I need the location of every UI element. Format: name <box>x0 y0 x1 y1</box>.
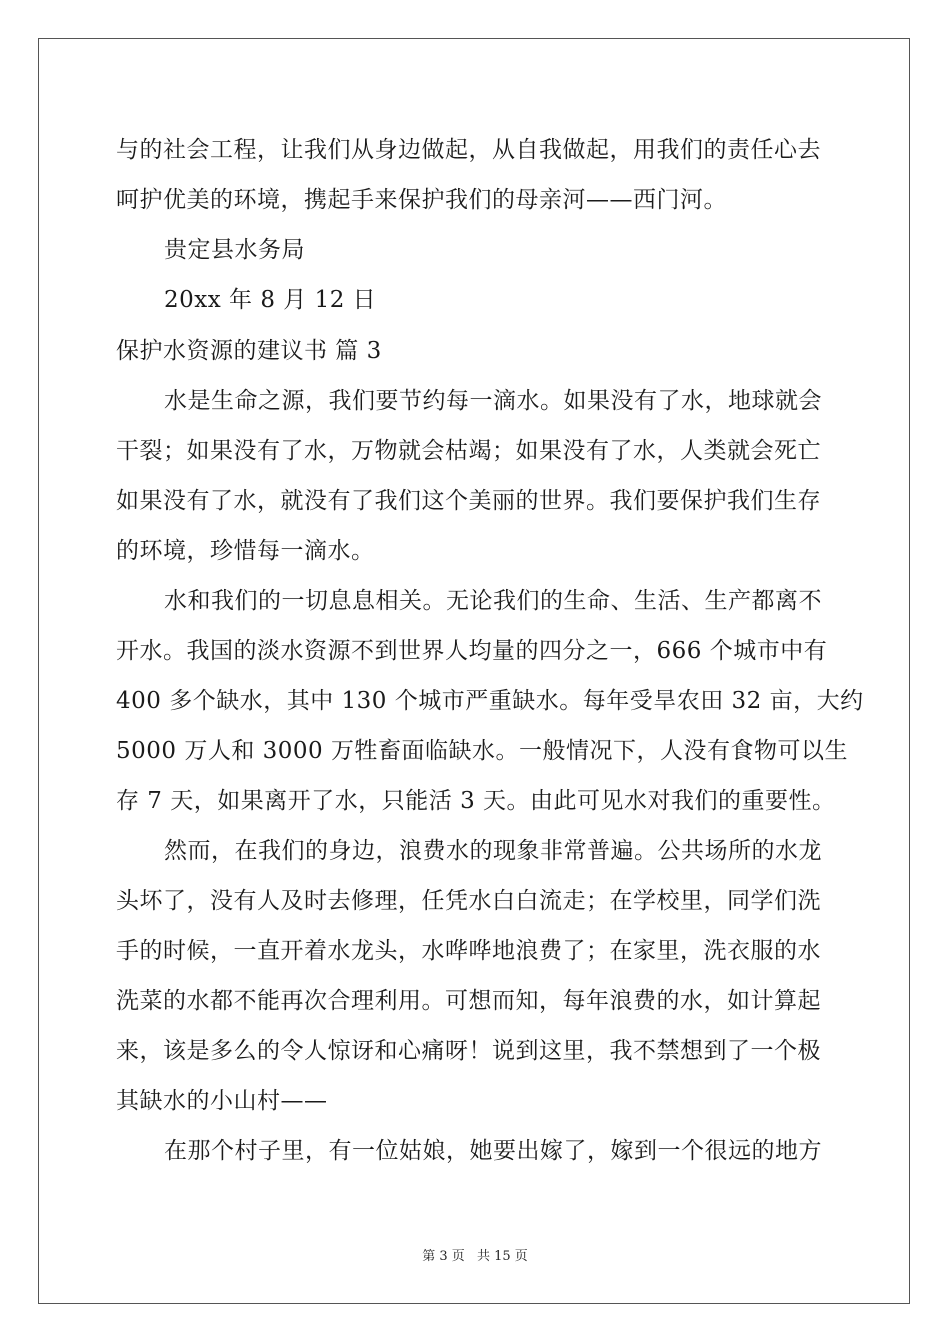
paragraph-line: 其缺水的小山村—— <box>116 1088 328 1114</box>
page-number: 第 3 页 <box>422 1249 465 1264</box>
paragraph-line: 手的时候，一直开着水龙头，水哗哗地浪费了；在家里，洗衣服的水 <box>116 938 821 964</box>
paragraph-line: 然而，在我们的身边，浪费水的现象非常普遍。公共场所的水龙 <box>164 838 822 864</box>
paragraph-line: 400 多个缺水，其中 130 个城市严重缺水。每年受旱农田 32 亩，大约 <box>116 688 864 714</box>
section-heading: 保护水资源的建议书 篇 3 <box>116 338 382 364</box>
paragraph-line: 存 7 天，如果离开了水，只能活 3 天。由此可见水对我们的重要性。 <box>116 788 836 814</box>
paragraph-line: 5000 万人和 3000 万牲畜面临缺水。一般情况下，人没有食物可以生 <box>116 738 848 764</box>
paragraph-line: 如果没有了水，就没有了我们这个美丽的世界。我们要保护我们生存 <box>116 488 821 514</box>
signature-organization: 贵定县水务局 <box>164 237 305 263</box>
paragraph-line: 头坏了，没有人及时去修理，任凭水白白流走；在学校里，同学们洗 <box>116 888 821 914</box>
paragraph-line: 洗菜的水都不能再次合理利用。可想而知，每年浪费的水，如计算起 <box>116 988 821 1014</box>
paragraph-line: 与的社会工程，让我们从身边做起，从自我做起，用我们的责任心去 <box>116 137 821 163</box>
paragraph-line: 呵护优美的环境，携起手来保护我们的母亲河——西门河。 <box>116 187 727 213</box>
paragraph-line: 的环境，珍惜每一滴水。 <box>116 538 375 564</box>
paragraph-line: 水和我们的一切息息相关。无论我们的生命、生活、生产都离不 <box>164 588 822 614</box>
paragraph-line: 开水。我国的淡水资源不到世界人均量的四分之一，666 个城市中有 <box>116 638 828 664</box>
paragraph-line: 来，该是多么的令人惊讶和心痛呀！说到这里，我不禁想到了一个极 <box>116 1038 821 1064</box>
paragraph-line: 水是生命之源，我们要节约每一滴水。如果没有了水，地球就会 <box>164 388 822 414</box>
page-total: 共 15 页 <box>476 1249 528 1264</box>
page-footer <box>0 1248 950 1266</box>
paragraph-line: 在那个村子里，有一位姑娘，她要出嫁了，嫁到一个很远的地方 <box>164 1138 822 1164</box>
signature-date: 20xx 年 8 月 12 日 <box>164 287 377 313</box>
paragraph-line: 干裂；如果没有了水，万物就会枯竭；如果没有了水，人类就会死亡 <box>116 438 821 464</box>
